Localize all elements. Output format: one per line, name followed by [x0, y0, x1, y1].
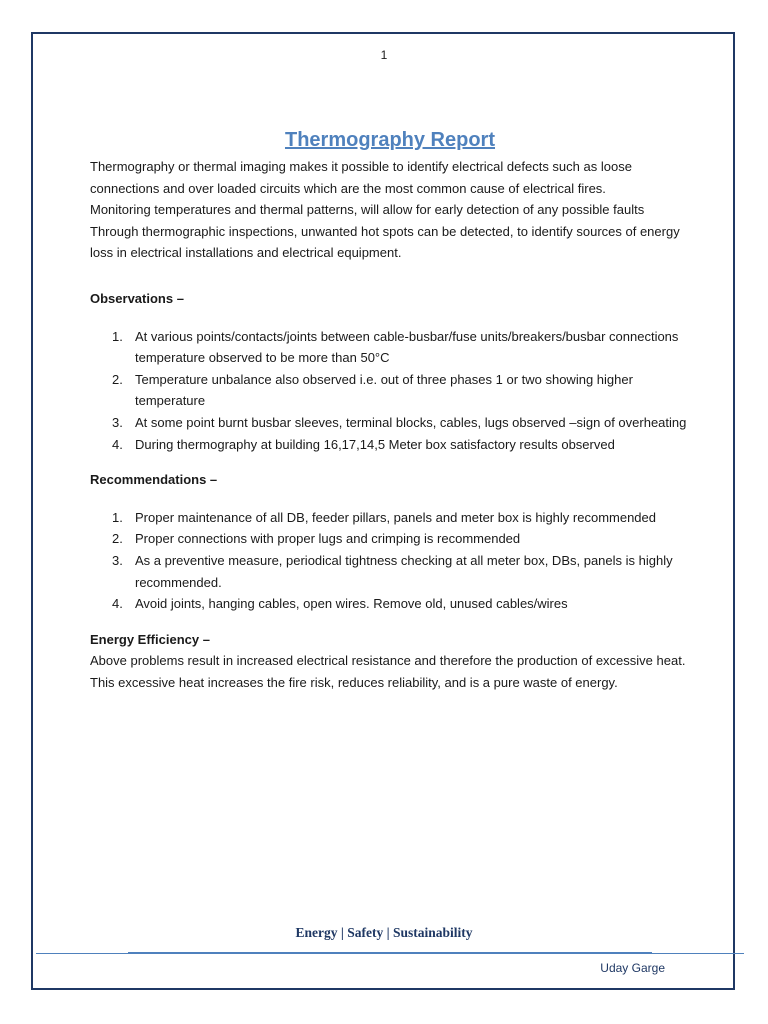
- observations-list: [90, 326, 690, 456]
- document-title: Thermography Report: [284, 129, 496, 151]
- list-item: [90, 550, 690, 593]
- observations-heading: Observations –: [90, 290, 184, 306]
- list-item: [90, 593, 690, 615]
- recommendations-list: [90, 507, 690, 615]
- list-item-number: 4.: [112, 436, 123, 452]
- list-item: [90, 326, 690, 369]
- list-item-number: 2.: [112, 531, 123, 547]
- energy-efficiency-heading: Energy Efficiency –: [90, 631, 210, 647]
- list-item-text: At various points/contacts/joints between cable-busbar/fuse units/breakers/busbar connections temperature observed to be more than 50°C: [135, 328, 679, 366]
- document-body: [90, 126, 690, 693]
- energy-efficiency-paragraph: Above problems result in increased electrical resistance and therefore the production of excessive heat. This excessive heat increases the fire risk, reduces reliability, and is a pure waste of energy.: [90, 653, 686, 690]
- list-item: [90, 369, 690, 412]
- list-item-text: During thermography at building 16,17,14,5 Meter box satisfactory results observed: [135, 436, 615, 452]
- list-item: [90, 528, 690, 550]
- list-item-number: 4.: [112, 596, 123, 612]
- list-item-text: Avoid joints, hanging cables, open wires. Remove old, unused cables/wires: [135, 596, 568, 612]
- list-item-text: At some point burnt busbar sleeves, terminal blocks, cables, lugs observed –sign of overheating: [135, 414, 687, 430]
- intro-paragraph-3: Through thermographic inspections, unwanted hot spots can be detected, to identify sources of energy loss in electrical installations and electrical equipment.: [90, 223, 680, 261]
- list-item-number: 1.: [112, 328, 123, 344]
- list-item-number: 3.: [112, 552, 123, 568]
- list-item-text: Proper connections with proper lugs and crimping is recommended: [135, 531, 521, 547]
- list-item-number: 1.: [112, 509, 123, 525]
- list-item: [90, 412, 690, 434]
- list-item-text: Proper maintenance of all DB, feeder pillars, panels and meter box is highly recommended: [135, 509, 656, 525]
- footer-rule-accent: [128, 952, 652, 954]
- list-item: [90, 434, 690, 456]
- list-item-text: Temperature unbalance also observed i.e. out of three phases 1 or two showing higher temperature: [135, 371, 633, 409]
- list-item-text: As a preventive measure, periodical tightness checking at all meter box, DBs, panels is highly recommended.: [135, 552, 673, 590]
- intro-paragraph-1: Thermography or thermal imaging makes it possible to identify electrical defects such as loose connections and over loaded circuits which are the most common cause of electrical fires.: [90, 159, 632, 196]
- page-number: 1: [380, 48, 388, 62]
- footer-author: Uday Garge: [600, 961, 665, 975]
- intro-paragraph-2: Monitoring temperatures and thermal patterns, will allow for early detection of any possible faults: [90, 202, 645, 218]
- recommendations-heading: Recommendations –: [90, 472, 218, 488]
- footer-tagline: Energy | Safety | Sustainability: [295, 925, 473, 940]
- list-item: [90, 507, 690, 529]
- list-item-number: 2.: [112, 371, 123, 387]
- list-item-number: 3.: [112, 414, 123, 430]
